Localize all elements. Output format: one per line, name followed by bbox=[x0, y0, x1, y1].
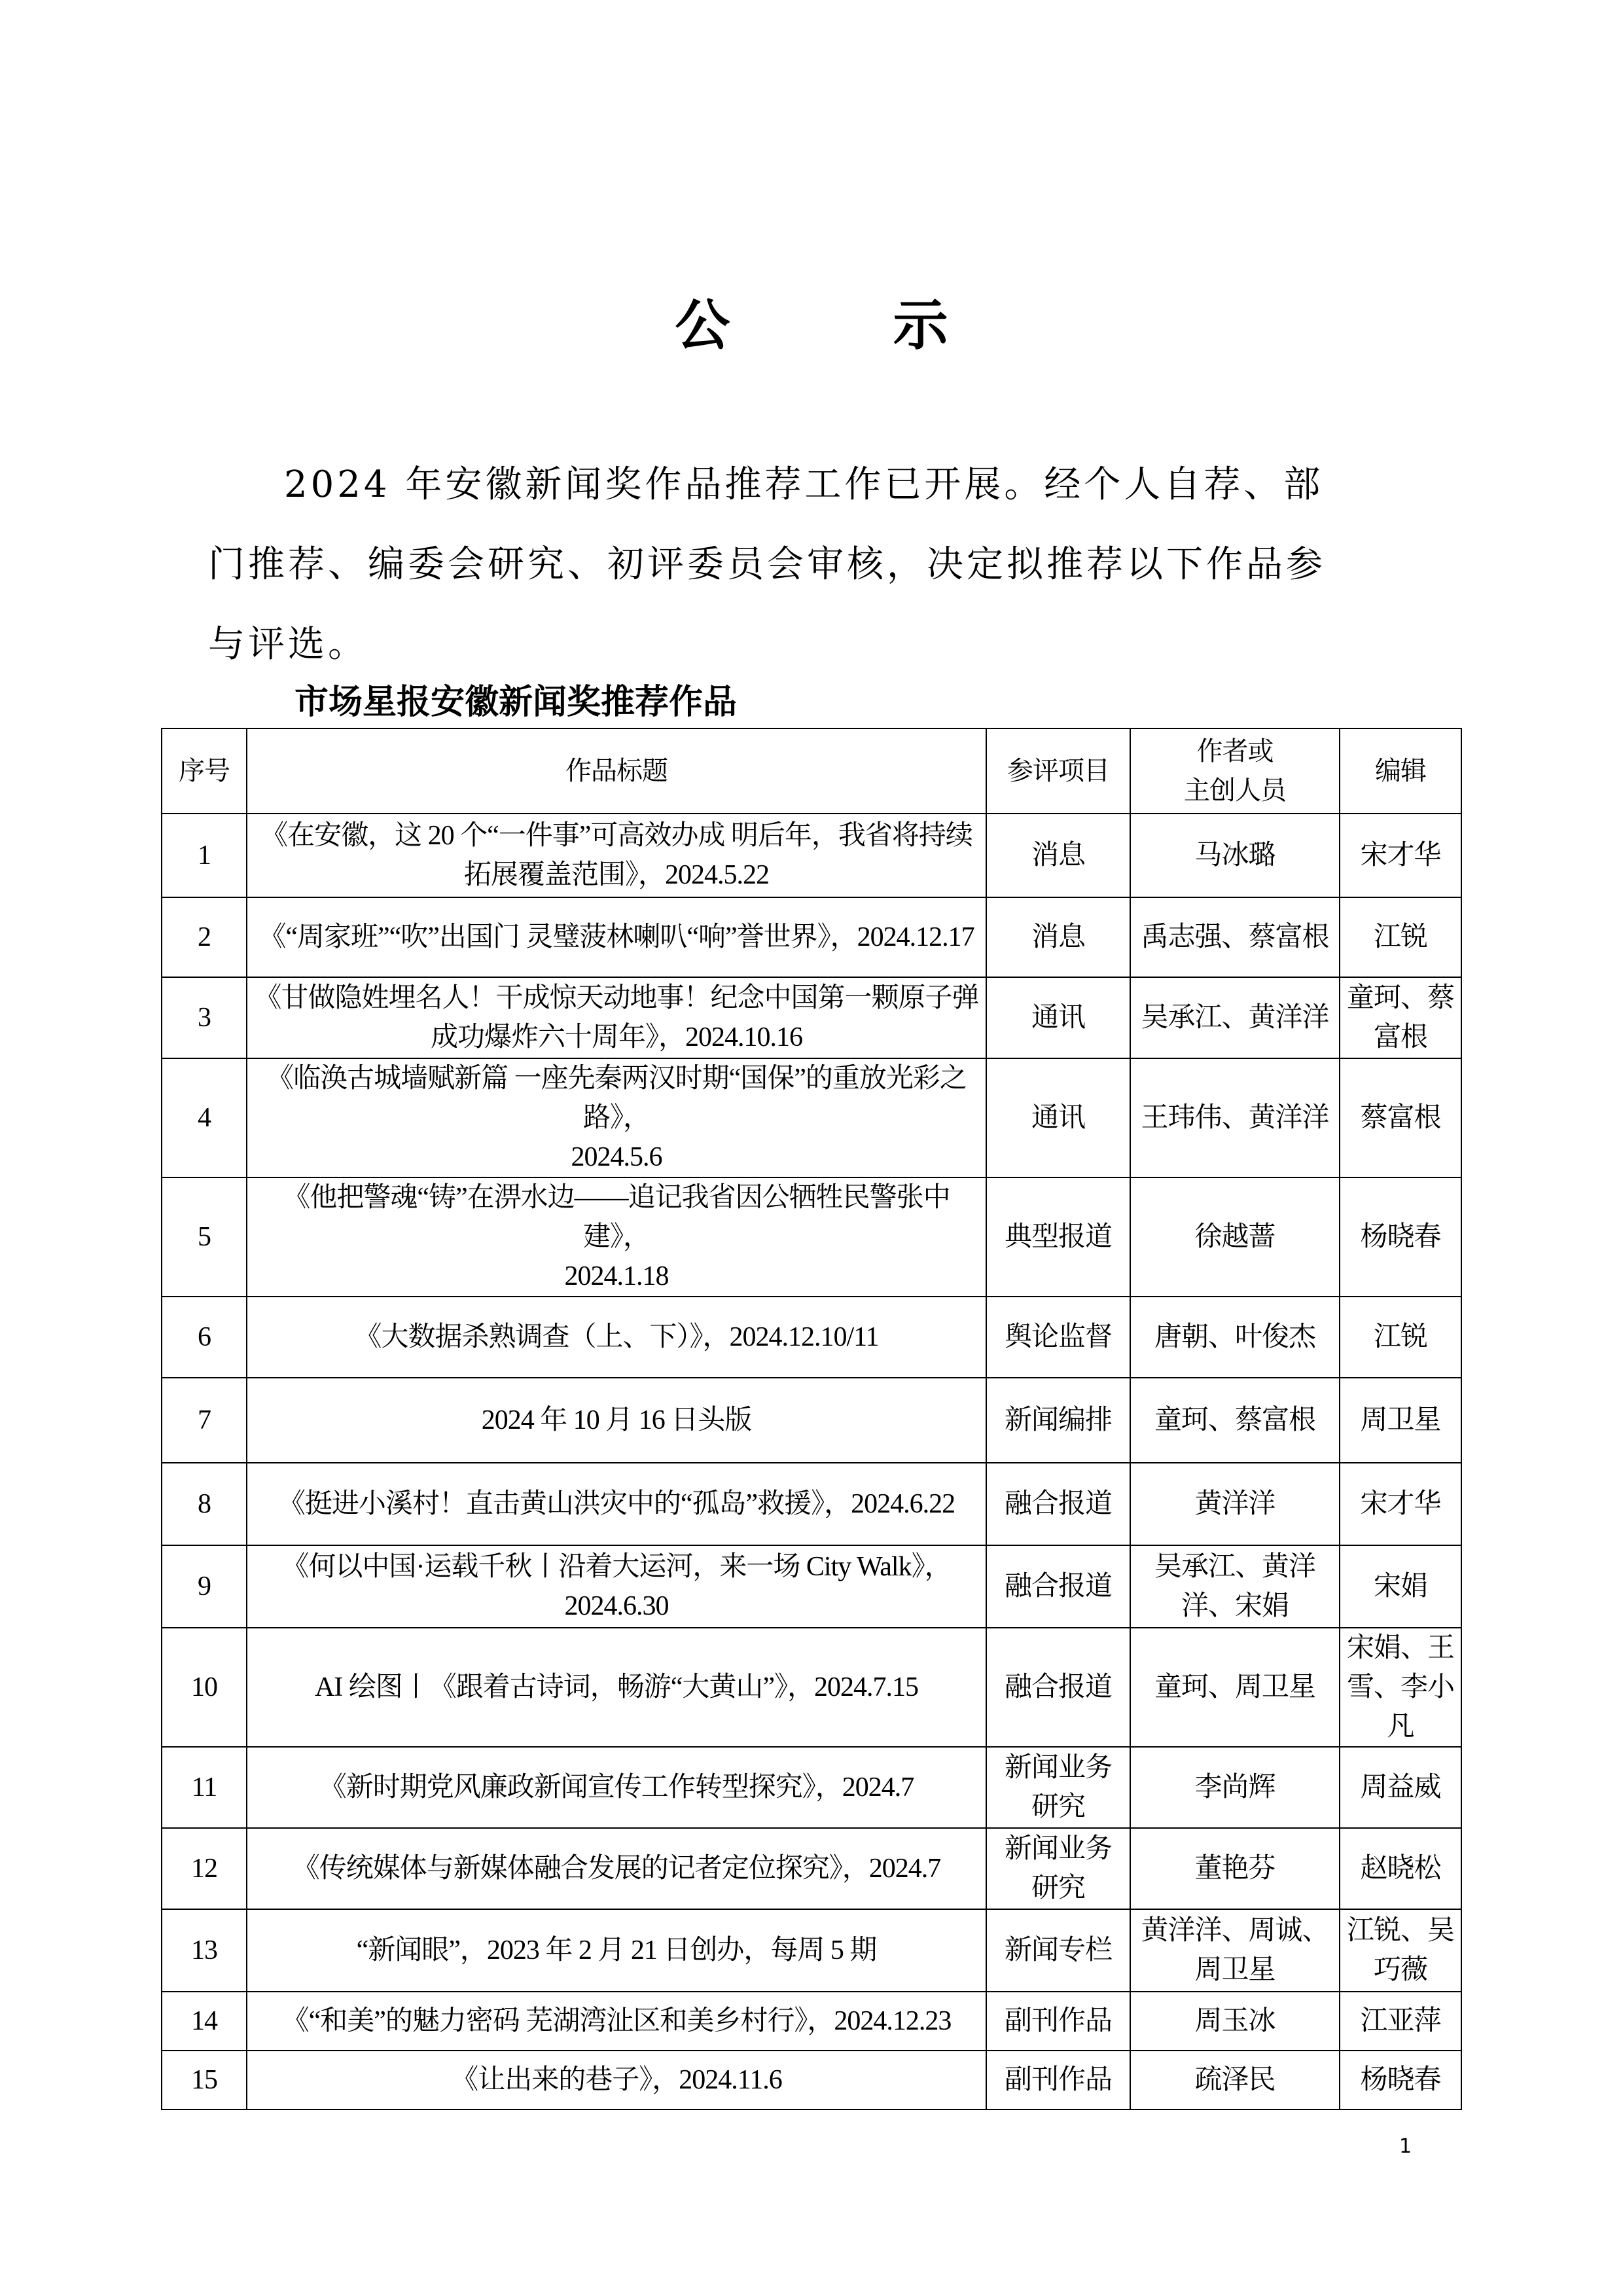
header-editor: 编辑 bbox=[1340, 728, 1461, 814]
cell-seq: 14 bbox=[162, 1992, 247, 2051]
cell-author: 唐朝、叶俊杰 bbox=[1130, 1297, 1340, 1378]
cell-seq: 7 bbox=[162, 1378, 247, 1463]
cell-title: 2024 年 10 月 16 日头版 bbox=[247, 1378, 986, 1463]
cell-editor: 杨晓春 bbox=[1340, 2051, 1461, 2109]
cell-author: 周玉冰 bbox=[1130, 1992, 1340, 2051]
table-title: 市场星报安徽新闻奖推荐作品 bbox=[294, 683, 738, 722]
cell-seq: 4 bbox=[162, 1058, 247, 1177]
table-body bbox=[162, 814, 1461, 2109]
cell-editor: 江锐、吴巧薇 bbox=[1340, 1909, 1461, 1992]
header-category: 参评项目 bbox=[986, 728, 1130, 814]
cell-author: 董艳芬 bbox=[1130, 1828, 1340, 1909]
table-row bbox=[162, 1545, 1461, 1628]
cell-author: 黄洋洋、周诚、周卫星 bbox=[1130, 1909, 1340, 1992]
cell-editor: 宋娟 bbox=[1340, 1545, 1461, 1628]
table-row bbox=[162, 814, 1461, 897]
header-author: 作者或 主创人员 bbox=[1130, 728, 1340, 814]
cell-author: 徐越蔷 bbox=[1130, 1177, 1340, 1297]
cell-title: 《“周家班”“吹”出国门 灵璧菠林喇叭“响”誉世界》，2024.12.17 bbox=[247, 897, 986, 977]
cell-category: 通讯 bbox=[986, 977, 1130, 1058]
cell-author: 疏泽民 bbox=[1130, 2051, 1340, 2109]
cell-editor: 江锐 bbox=[1340, 897, 1461, 977]
cell-category: 副刊作品 bbox=[986, 2051, 1130, 2109]
header-title: 作品标题 bbox=[247, 728, 986, 814]
cell-editor: 宋才华 bbox=[1340, 814, 1461, 897]
cell-editor: 周益威 bbox=[1340, 1747, 1461, 1828]
cell-author: 吴承江、黄洋洋、宋娟 bbox=[1130, 1545, 1340, 1628]
cell-category: 新闻业务研究 bbox=[986, 1747, 1130, 1828]
table-row bbox=[162, 1828, 1461, 1909]
cell-seq: 3 bbox=[162, 977, 247, 1058]
table-row bbox=[162, 1297, 1461, 1378]
cell-editor: 江亚萍 bbox=[1340, 1992, 1461, 2051]
cell-author: 马冰璐 bbox=[1130, 814, 1340, 897]
cell-author: 李尚辉 bbox=[1130, 1747, 1340, 1828]
table-row bbox=[162, 1058, 1461, 1177]
cell-category: 舆论监督 bbox=[986, 1297, 1130, 1378]
table-row bbox=[162, 1992, 1461, 2051]
cell-title: 《挺进小溪村！直击黄山洪灾中的“孤岛”救援》，2024.6.22 bbox=[247, 1463, 986, 1545]
table-row bbox=[162, 1628, 1461, 1747]
awards-table bbox=[161, 728, 1462, 2110]
cell-seq: 12 bbox=[162, 1828, 247, 1909]
cell-title: AI 绘图丨《跟着古诗词，畅游“大黄山”》，2024.7.15 bbox=[247, 1628, 986, 1747]
table-header-row bbox=[162, 728, 1461, 814]
cell-category: 融合报道 bbox=[986, 1545, 1130, 1628]
cell-category: 融合报道 bbox=[986, 1463, 1130, 1545]
table-row bbox=[162, 1463, 1461, 1545]
table-row bbox=[162, 1177, 1461, 1297]
cell-author: 童珂、蔡富根 bbox=[1130, 1378, 1340, 1463]
cell-category: 通讯 bbox=[986, 1058, 1130, 1177]
cell-editor: 杨晓春 bbox=[1340, 1177, 1461, 1297]
cell-seq: 15 bbox=[162, 2051, 247, 2109]
cell-seq: 2 bbox=[162, 897, 247, 977]
cell-title: 《新时期党风廉政新闻宣传工作转型探究》，2024.7 bbox=[247, 1747, 986, 1828]
table-row bbox=[162, 897, 1461, 977]
cell-seq: 6 bbox=[162, 1297, 247, 1378]
cell-title: 《大数据杀熟调查（上、下）》，2024.12.10/11 bbox=[247, 1297, 986, 1378]
cell-category: 新闻专栏 bbox=[986, 1909, 1130, 1992]
cell-author: 王玮伟、黄洋洋 bbox=[1130, 1058, 1340, 1177]
intro-line-3: 与评选。 bbox=[208, 623, 368, 666]
cell-author: 黄洋洋 bbox=[1130, 1463, 1340, 1545]
cell-title: 《他把警魂“铸”在淠水边——追记我省因公牺牲民警张中建》， 2024.1.18 bbox=[247, 1177, 986, 1297]
cell-title: 《在安徽，这 20 个“一件事”可高效办成 明后年，我省将持续 拓展覆盖范围》，2024.5.22 bbox=[247, 814, 986, 897]
intro-paragraph bbox=[208, 445, 1438, 685]
cell-seq: 13 bbox=[162, 1909, 247, 1992]
cell-editor: 宋娟、王雪、李小凡 bbox=[1340, 1628, 1461, 1747]
cell-category: 典型报道 bbox=[986, 1177, 1130, 1297]
cell-category: 副刊作品 bbox=[986, 1992, 1130, 2051]
cell-category: 新闻编排 bbox=[986, 1378, 1130, 1463]
table-row bbox=[162, 1909, 1461, 1992]
cell-editor: 童珂、蔡富根 bbox=[1340, 977, 1461, 1058]
cell-editor: 周卫星 bbox=[1340, 1378, 1461, 1463]
cell-seq: 10 bbox=[162, 1628, 247, 1747]
cell-author: 吴承江、黄洋洋 bbox=[1130, 977, 1340, 1058]
intro-line-2: 门推荐、编委会研究、初评委员会审核，决定拟推荐以下作品参 bbox=[208, 543, 1326, 586]
cell-title: 《“和美”的魅力密码 芜湖湾沚区和美乡村行》，2024.12.23 bbox=[247, 1992, 986, 2051]
cell-title: 《甘做隐姓埋名人！干成惊天动地事！纪念中国第一颗原子弹 成功爆炸六十周年》，2024.10.16 bbox=[247, 977, 986, 1058]
cell-editor: 江锐 bbox=[1340, 1297, 1461, 1378]
cell-title: 《让出来的巷子》，2024.11.6 bbox=[247, 2051, 986, 2109]
cell-title: 《传统媒体与新媒体融合发展的记者定位探究》，2024.7 bbox=[247, 1828, 986, 1909]
cell-category: 消息 bbox=[986, 897, 1130, 977]
cell-seq: 1 bbox=[162, 814, 247, 897]
cell-editor: 赵晓松 bbox=[1340, 1828, 1461, 1909]
cell-category: 新闻业务研究 bbox=[986, 1828, 1130, 1909]
table-row bbox=[162, 1747, 1461, 1828]
intro-line-1: 2024 年安徽新闻奖作品推荐工作已开展。经个人自荐、部 bbox=[284, 463, 1324, 506]
cell-editor: 宋才华 bbox=[1340, 1463, 1461, 1545]
cell-title: “新闻眼”，2023 年 2 月 21 日创办，每周 5 期 bbox=[247, 1909, 986, 1992]
page-title: 公 示 bbox=[675, 293, 1020, 357]
cell-category: 融合报道 bbox=[986, 1628, 1130, 1747]
header-seq: 序号 bbox=[162, 728, 247, 814]
cell-title: 《何以中国·运载千秋丨沿着大运河，来一场 City Walk》， 2024.6.30 bbox=[247, 1545, 986, 1628]
cell-seq: 9 bbox=[162, 1545, 247, 1628]
cell-editor: 蔡富根 bbox=[1340, 1058, 1461, 1177]
cell-seq: 11 bbox=[162, 1747, 247, 1828]
cell-title: 《临涣古城墙赋新篇 一座先秦两汉时期“国保”的重放光彩之路》， 2024.5.6 bbox=[247, 1058, 986, 1177]
table-row bbox=[162, 2051, 1461, 2109]
page-number: 1 bbox=[1399, 2135, 1412, 2158]
table-row bbox=[162, 977, 1461, 1058]
cell-author: 童珂、周卫星 bbox=[1130, 1628, 1340, 1747]
cell-category: 消息 bbox=[986, 814, 1130, 897]
cell-seq: 8 bbox=[162, 1463, 247, 1545]
cell-author: 禹志强、蔡富根 bbox=[1130, 897, 1340, 977]
cell-seq: 5 bbox=[162, 1177, 247, 1297]
table-row bbox=[162, 1378, 1461, 1463]
